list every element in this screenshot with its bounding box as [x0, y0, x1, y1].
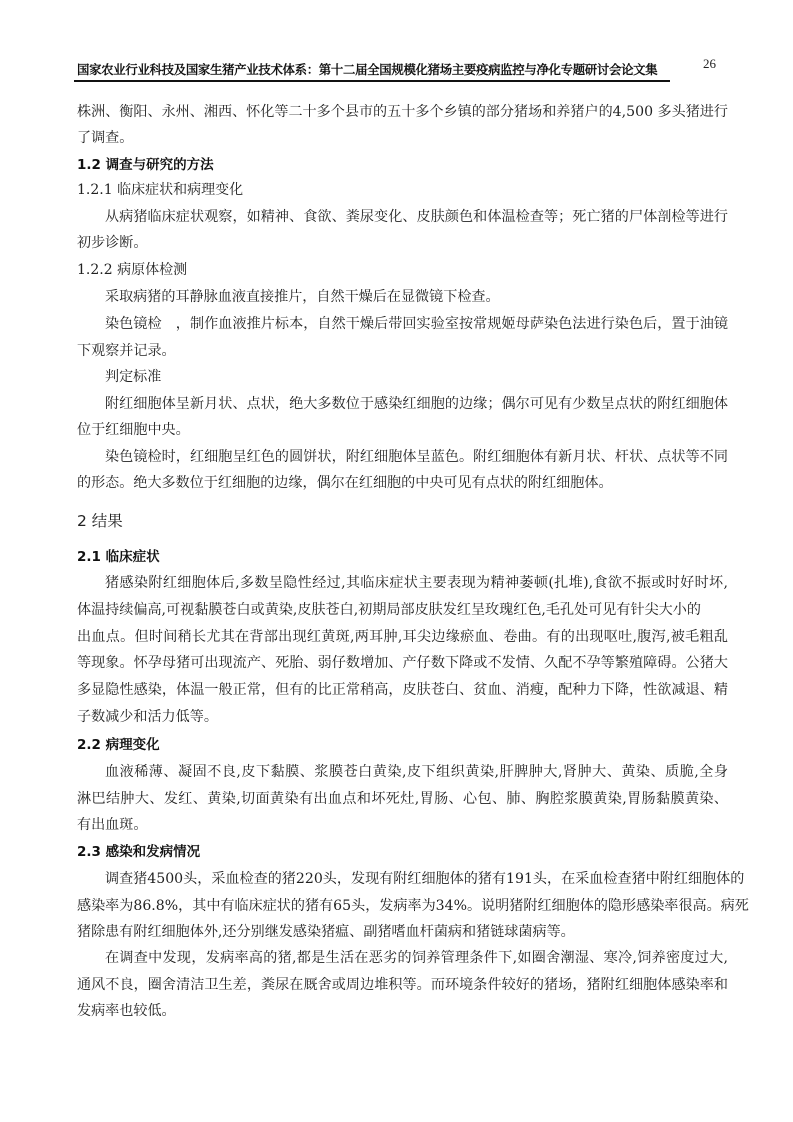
- paragraph-line: 有出血斑。: [77, 817, 148, 833]
- paragraph-line: 下观察并记录。: [77, 343, 176, 359]
- subsection-heading: 2.3 感染和发病情况: [77, 844, 201, 860]
- running-header: 国家农业行业科技及国家生猪产业技术体系：第十二届全国规模化猪场主要疫病监控与净化专题研讨会论文集: [77, 62, 658, 77]
- paragraph-line: 采取病猪的耳静脉血液直接推片，自然干燥后在显微镜下检查。: [105, 289, 500, 305]
- paragraph-line: 附红细胞体呈新月状、点状，绝大多数位于感染红细胞的边缘；偶尔可见有少数呈点状的附红细胞体: [105, 396, 728, 412]
- paragraph-line: 等现象。怀孕母猪可出现流产、死胎、弱仔数增加、产仔数下降或不发情、久配不孕等繁殖障碍。公猪大: [77, 655, 728, 671]
- paragraph-line: 调查猪4500头，采血检查的猪220头，发现有附红细胞体的猪有191头，在采血检查猪中附红细胞体的: [105, 871, 745, 887]
- paragraph-line: 猪除患有附红细胞体外,还分别继发感染猪瘟、副猪嗜血杆菌病和猪链球菌病等。: [77, 924, 575, 940]
- page-number: 26: [703, 56, 716, 71]
- paragraph-line: 子数减少和活力低等。: [77, 709, 218, 725]
- paragraph-line: 初步诊断。: [77, 235, 148, 251]
- paragraph-line: 染色镜检 ，制作血液推片标本，自然干燥后带回实验室按常规姬母萨染色法进行染色后，置于油镜: [105, 316, 728, 332]
- paragraph-line: 淋巴结肿大、发红、黄染,切面黄染有出血点和坏死灶,胃肠、心包、肺、胸腔浆膜黄染,胃肠黏膜黄染、: [77, 791, 728, 807]
- paragraph-line: 从病猪临床症状观察，如精神、食欲、粪尿变化、皮肤颜色和体温检查等；死亡猪的尸体剖检等进行: [105, 209, 728, 225]
- paragraph-line: 染色镜检时，红细胞呈红色的圆饼状，附红细胞体呈蓝色。附红细胞体有新月状、杆状、点状等不同: [105, 449, 728, 465]
- header-divider: [74, 80, 670, 82]
- subsection-heading: 2.1 临床症状: [77, 549, 160, 565]
- paragraph-line: 猪感染附红细胞体后,多数呈隐性经过,其临床症状主要表现为精神萎顿(扎堆),食欲不振或时好时坏,: [105, 575, 728, 591]
- paragraph-line: 判定标准: [105, 369, 162, 385]
- paragraph-line: 多显隐性感染，体温一般正常，但有的比正常稍高，皮肤苍白、贫血、消瘦，配种力下降，性欲减退、精: [77, 682, 728, 698]
- paragraph-line: 体温持续偏高,可视黏膜苍白或黄染,皮肤苍白,初期局部皮肤发红呈玫瑰红色,毛孔处可见有针尖大小的: [77, 602, 701, 618]
- paragraph-line: 位于红细胞中央。: [77, 422, 190, 438]
- paragraph-line: 的形态。绝大多数位于红细胞的边缘，偶尔在红细胞的中央可见有点状的附红细胞体。: [77, 475, 613, 491]
- paragraph-line: 血液稀薄、凝固不良,皮下黏膜、浆膜苍白黄染,皮下组织黄染,肝脾肿大,肾肿大、黄染、质脆,全身: [105, 764, 728, 780]
- subsubsection-heading: 1.2.2 病原体检测: [77, 262, 188, 278]
- subsection-heading: 2.2 病理变化: [77, 737, 160, 753]
- section-heading: 2 结果: [77, 512, 123, 530]
- paragraph-line: 感染率为86.8%，其中有临床症状的猪有65头，发病率为34%。说明猪附红细胞体的隐形感染率很高。病死: [77, 898, 749, 914]
- paragraph-line: 株洲、衡阳、永州、湘西、怀化等二十多个县市的五十多个乡镇的部分猪场和养猪户的4,500 多头猪进行: [77, 104, 728, 120]
- paragraph-line: 出血点。但时间稍长尤其在背部出现红黄斑,两耳肿,耳尖边缘瘀血、卷曲。有的出现呕吐,腹泻,被毛粗乱: [77, 629, 728, 645]
- paragraph-line: 通风不良，圈舍清洁卫生差，粪尿在厩舍或周边堆积等。而环境条件较好的猪场，猪附红细胞体感染率和: [77, 977, 728, 993]
- paragraph-line: 发病率也较低。: [77, 1003, 176, 1019]
- paragraph-line: 在调查中发现，发病率高的猪,都是生活在恶劣的饲养管理条件下,如圈舍潮湿、寒冷,饲养密度过大,: [105, 950, 728, 966]
- subsubsection-heading: 1.2.1 临床症状和病理变化: [77, 182, 244, 198]
- paragraph-line: 了调查。: [77, 130, 134, 146]
- subsection-heading: 1.2 调查与研究的方法: [77, 157, 214, 173]
